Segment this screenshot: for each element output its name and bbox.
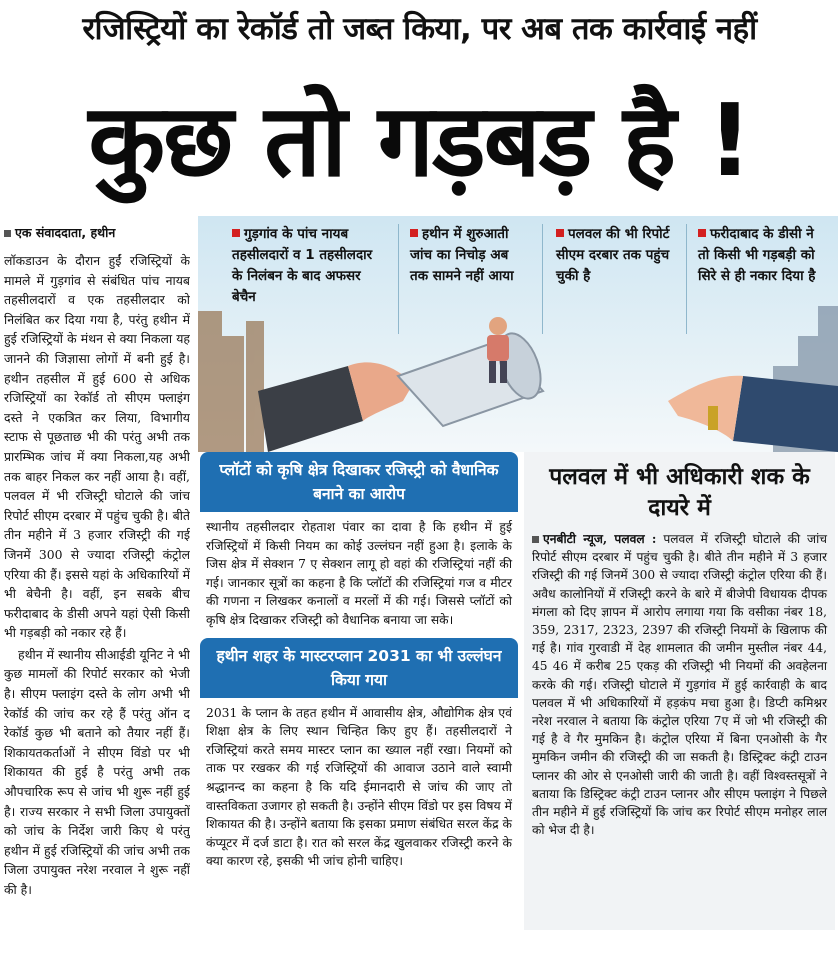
red-bullet-icon [410,229,418,237]
box2-text: 2031 के प्लान के तहत हथीन में आवासीय क्षेत्र, औद्योगिक क्षेत्र एवं शिक्षा क्षेत्र के लिए स्थान चिन्हित किए हुए हैं। तहसीलदारों ने रजिस्ट्रियां करते समय मास्टर प्लान का ख्याल नहीं रखा। नियमों को ताक पर रखकर की गई रजिस्ट्रियों की आवाज उठाने वाले स्वामी श्रद्धानन्द का कहना है कि यदि ईमानदारी से जांच की जाए तो वास्तविकता उजागर हो सकती है। उन्होंने सीएम विंडो पर इस विषय में शिकायत की है। उन्होंने बताया कि इसका प्रमाण संबंधित सरल केंद्र के कंप्यूटर में दर्ज डाटा है। रात को सरल केंद्र खुलवाकर रजिस्ट्री करने के क्या कारण रहे, इसकी भी जांच होनी चाहिए। [206,705,512,869]
red-bullet-icon [698,229,706,237]
page-bottom [0,935,839,960]
highlight-4 [698,224,826,342]
highlight-1 [232,224,382,342]
main-headline: कुछ तो गड़बड़ है ! [88,82,751,199]
bullet-square-icon [532,536,539,543]
left-paragraph-2: हथीन में स्थानीय सीआईडी यूनिट ने भी कुछ मामलों की रिपोर्ट सरकार को भेजी है। सीएम फ्लाइंग दस्ते के लोग अभी भी रेकॉर्ड की जांच कर रहे हैं परंतु ऑन द रेकॉर्ड कुछ भी बताने को तैयार नहीं हैं। शिकायतकर्ताओं ने सीएम विंडो पर भी शिकायत की हुई है परंतु अभी तक औपचारिक रूप से जांच भी शुरू नहीं हुई है। राज्य सरकार ने सभी जिला उपायुक्तों को जांच के निर्देश जारी किए थे परंतु हथीन में हुई रजिस्ट्रियों की जांच अभी तक जिला उपायुक्त नरेश नरवाल ने शुरू नहीं की है। [4,646,190,897]
divider [686,224,687,334]
box2-heading: हथीन शहर के मास्टरप्लान 2031 का भी उल्लंघन किया गया [200,638,518,698]
right-heading: पलवल में भी अधिकारी शक के दायरे में [549,464,810,521]
divider [398,224,399,334]
right-hand-icon [668,376,838,452]
highlight-text: फरीदाबाद के डीसी ने तो किसी भी गड़बड़ी को सिरे से ही नकार दिया है [698,226,816,284]
red-bullet-icon [556,229,564,237]
left-hand-icon [258,362,413,452]
left-column [4,224,190,954]
highlight-3 [556,224,676,342]
right-text [524,530,835,839]
highlight-text: गुड़गांव के पांच नायब तहसीलदारों व 1 तहसीलदार के निलंबन के बाद अफसर बेचैन [232,226,373,305]
kicker-headline: रजिस्ट्रियों का रेकॉर्ड तो जब्त किया, पर अब तक कार्रवाई नहीं [82,11,757,47]
bullet-square-icon [4,230,11,237]
right-column [524,452,835,930]
highlight-text: हथीन में शुरुआती जांच का निचोड़ अब तक सामने नहीं आया [410,226,514,284]
middle-column [200,452,518,952]
rolled-document-icon [398,328,549,426]
byline-text: एक संवाददाता, हथीन [15,225,116,240]
right-byline: एनबीटी न्यूज, पलवल : [543,532,657,546]
illustration-panel [198,216,838,452]
right-body: पलवल में रजिस्ट्री घोटाले की जांच रिपोर्ट सीएम दरबार में पहुंच चुकी है। बीते तीन महीने में 3 हजार रजिस्ट्री की गई जिनमें 300 से ज्यादा रजिस्ट्री कंट्रोल एरिया की हैं। अवैध कालोनियों में रजिस्ट्री करने के बारे में बीजेपी विधायक दीपक मंगला को दिए ज्ञापन में आरोप लगाया गया कि वसीका नंबर 18, 359, 2317, 2323, 2397 की रजिस्ट्री नियमों के खिलाफ की गई है। गांव गुरवाडी में देह शामलात की जमीन मुस्तील नंबर 44, 45 46 में करीब 25 एकड़ की रजिस्ट्री भी नियमों की अवहेलना करके की गई। रजिस्ट्री घोटाले में गुड़गांव में हुई कार्रवाही के बाद पलवल में भी अधिकारियों में हड़कंप मचा हुआ है। डिप्टी कमिश्नर नरेश नरवाल ने बताया कि कंट्रोल एरिया 7ए में जो भी रजिस्ट्री की गई है वे गैर मुमकिन है। कंट्रोल एरिया में बिना एनओसी के गैर मुमकिन जमीन की रजिस्ट्री की जा सकती है। डिस्ट्रिक्ट कंट्री टाउन प्लानर की ओर से एनओसी जारी की जाती है। वहीं विश्वस्तसूत्रों ने बताया कि डिस्ट्रिक्ट कंट्री टाउन प्लानर और सीएम फ्लाइंग ने पिछले तीन महीने में हुई रजिस्ट्रियों कि जांच कर रिपोर्ट सीएम मनोहर लाल को भेज दी है। [532,532,827,838]
red-bullet-icon [232,229,240,237]
divider [542,224,543,334]
highlight-text: पलवल की भी रिपोर्ट सीएम दरबार तक पहुंच चुकी है [556,226,670,284]
box1-text: स्थानीय तहसीलदार रोहताश पंवार का दावा है कि हथीन में हुई रजिस्ट्रियों में किसी नियम का कोई उल्लंघन नहीं हुआ है। इलाके के जिस क्षेत्र में सेक्शन 7 ए सेक्शन लागू हो वहां की रजिस्ट्रियां नहीं की गई। जानकार सूत्रों का कहना है कि प्लॉटों की रजिस्ट्रियां गज व मीटर की गणना न लिखकर कनालों व मरलों में की गई। जिससे प्लॉटों को कृषि क्षेत्र दिखाकर रजिस्ट्री को वैधानिक बनाया जा सके। [206,520,512,627]
left-paragraph-1: लॉकडाउन के दौरान हुईं रजिस्ट्रियों के मामले में गुड़गांव से संबंधित पांच नायब तहसीलदारों व एक तहसीलदार को निलंबित कर दिया गया है, परंतु हथीन में हुई रजिस्ट्रियों के मंथन से क्या निकला यह जानने की जिज्ञासा लोगों में बनी हुई है। हथीन तहसील में हुई 600 से अधिक रजिस्ट्रियों का रेकॉर्ड तो सीएम फ्लाइंग दस्ते ने एकत्रित कर लिया, विभागीय स्टाफ से पूछताछ भी की परंतु अभी तक प्रारम्भिक जांच में क्या निकला,यह अभी तक बाहर निकल कर नहीं आया है। वहीं, पलवल में भी रजिस्ट्री घोटाले की जांच रिपोर्ट सीएम दरबार में पहुंच चुकी है। बीते तीन महीने में 3 हजार रजिस्ट्री की गई जिनमें 300 से ज्यादा रजिस्ट्री कंट्रोल एरिया की हैं। इससे यहां के अधिकारियों में भी बेचैनी है। वहीं, इन सबके बीच फरीदाबाद के डीसी अपने यहां ऐसी किसी भी गड़बड़ी को नकार रहे हैं। [4,253,190,641]
box1-heading: प्लॉटों को कृषि क्षेत्र दिखाकर रजिस्ट्री को वैधानिक बनाने का आरोप [200,452,518,512]
byline [4,224,190,241]
highlight-2 [410,224,526,342]
